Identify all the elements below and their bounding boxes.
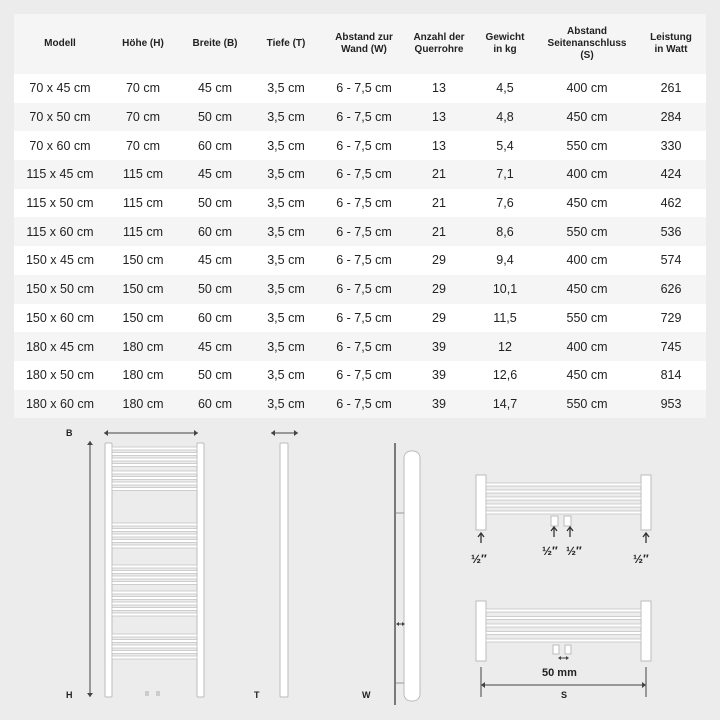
crossbar: [486, 632, 641, 635]
table-cell: 814: [636, 361, 706, 390]
table-cell: 6 - 7,5 cm: [322, 332, 406, 361]
table-cell: 3,5 cm: [250, 390, 322, 419]
table-cell: 180 x 60 cm: [14, 390, 106, 419]
table-cell: 6 - 7,5 cm: [322, 275, 406, 304]
table-cell: 180 x 45 cm: [14, 332, 106, 361]
table-cell: 150 x 50 cm: [14, 275, 106, 304]
table-cell: 284: [636, 103, 706, 132]
table-cell: 150 cm: [106, 246, 180, 275]
table-cell: 115 x 50 cm: [14, 189, 106, 218]
right-rail: [197, 443, 204, 697]
table-cell: 21: [406, 189, 472, 218]
crossbar: [112, 602, 197, 605]
crossbar: [486, 490, 641, 493]
table-row: [14, 189, 706, 218]
crossbar: [486, 639, 641, 642]
table-cell: 180 cm: [106, 361, 180, 390]
table-cell: 462: [636, 189, 706, 218]
table-row: [14, 217, 706, 246]
crossbar: [112, 529, 197, 532]
table-row: [14, 131, 706, 160]
table-cell: 3,5 cm: [250, 332, 322, 361]
connection-view-bottom: [471, 475, 651, 566]
table-cell: 115 cm: [106, 160, 180, 189]
table-row: [14, 390, 706, 419]
crossbar: [486, 504, 641, 507]
valve-right: [156, 691, 160, 696]
table-cell: 29: [406, 246, 472, 275]
crossbar: [112, 477, 197, 480]
column-header-text: in kg: [493, 44, 517, 55]
table-cell: 7,6: [472, 189, 538, 218]
crossbar: [112, 634, 197, 637]
depth-profile: [280, 443, 288, 697]
column-header: [14, 14, 106, 74]
crossbar: [112, 651, 197, 654]
table-cell: 6 - 7,5 cm: [322, 361, 406, 390]
table-body: [14, 74, 706, 418]
table-cell: 29: [406, 304, 472, 333]
table-row: [14, 304, 706, 333]
table-cell: 70 x 45 cm: [14, 74, 106, 103]
column-header-text: Abstand zur: [335, 32, 393, 43]
crossbar: [486, 609, 641, 612]
table-cell: 626: [636, 275, 706, 304]
column-header: [636, 14, 706, 74]
table-cell: 953: [636, 390, 706, 419]
column-header: [538, 14, 636, 74]
spec-table: [14, 14, 706, 418]
side-profile: [404, 451, 420, 701]
depth-view: [254, 430, 298, 700]
table-cell: 729: [636, 304, 706, 333]
table-cell: 60 cm: [180, 390, 250, 419]
table-cell: 6 - 7,5 cm: [322, 217, 406, 246]
front-view: [66, 428, 204, 700]
connection-distance-label: S: [561, 690, 568, 700]
table-row: [14, 160, 706, 189]
table-cell: 150 x 60 cm: [14, 304, 106, 333]
table-cell: 3,5 cm: [250, 160, 322, 189]
pipe-size-label: ½″: [542, 544, 558, 558]
table-cell: 5,4: [472, 131, 538, 160]
crossbar: [486, 483, 641, 486]
crossbar: [112, 576, 197, 579]
pipe-size-label: ½″: [471, 552, 487, 566]
crossbar: [486, 624, 641, 627]
table-cell: 745: [636, 332, 706, 361]
table-cell: 115 cm: [106, 189, 180, 218]
center-distance-label: 50 mm: [542, 667, 577, 679]
table-cell: 330: [636, 131, 706, 160]
table-cell: 70 cm: [106, 74, 180, 103]
table-cell: 45 cm: [180, 332, 250, 361]
table-cell: 261: [636, 74, 706, 103]
table-cell: 70 cm: [106, 131, 180, 160]
crossbar: [112, 571, 197, 574]
crossbar: [112, 471, 197, 474]
table-cell: 6 - 7,5 cm: [322, 103, 406, 132]
table-cell: 6 - 7,5 cm: [322, 246, 406, 275]
crossbar: [112, 482, 197, 485]
column-header-text: Leistung: [650, 32, 692, 43]
table-cell: 70 x 50 cm: [14, 103, 106, 132]
connection-view-side: [476, 601, 651, 700]
table-cell: 3,5 cm: [250, 189, 322, 218]
table-cell: 550 cm: [538, 217, 636, 246]
pipe-size-label: ½″: [566, 544, 582, 558]
crossbar: [112, 640, 197, 643]
table-cell: 4,8: [472, 103, 538, 132]
table-cell: 180 cm: [106, 332, 180, 361]
column-header-text: Querrohre: [414, 44, 464, 55]
column-header-text: Anzahl der: [413, 32, 465, 43]
conn-left-rail: [476, 475, 486, 530]
table-cell: 39: [406, 332, 472, 361]
table-cell: 11,5: [472, 304, 538, 333]
table-cell: 6 - 7,5 cm: [322, 390, 406, 419]
column-header: [250, 14, 322, 74]
crossbar: [112, 534, 197, 537]
table-cell: 6 - 7,5 cm: [322, 131, 406, 160]
table-cell: 115 cm: [106, 217, 180, 246]
table-cell: 6 - 7,5 cm: [322, 189, 406, 218]
column-header-text: Wand (W): [341, 44, 387, 55]
table-cell: 70 x 60 cm: [14, 131, 106, 160]
table-cell: 450 cm: [538, 103, 636, 132]
crossbar: [112, 540, 197, 543]
column-header-text: Modell: [44, 38, 76, 49]
column-header-text: Breite (B): [192, 38, 238, 49]
table-cell: 45 cm: [180, 74, 250, 103]
table-cell: 39: [406, 361, 472, 390]
table-cell: 45 cm: [180, 246, 250, 275]
left-rail: [105, 443, 112, 697]
table-cell: 180 x 50 cm: [14, 361, 106, 390]
table-cell: 3,5 cm: [250, 304, 322, 333]
crossbar: [112, 523, 197, 526]
crossbar: [112, 591, 197, 594]
table-cell: 400 cm: [538, 74, 636, 103]
table-cell: 10,1: [472, 275, 538, 304]
crossbar: [112, 582, 197, 585]
crossbars: [112, 447, 197, 659]
column-header-text: Tiefe (T): [266, 38, 306, 49]
table-cell: 3,5 cm: [250, 361, 322, 390]
table-row: [14, 332, 706, 361]
table-cell: 3,5 cm: [250, 131, 322, 160]
crossbar: [486, 511, 641, 514]
table-cell: 9,4: [472, 246, 538, 275]
crossbar: [112, 458, 197, 461]
crossbar: [112, 464, 197, 467]
conn2-left-rail: [476, 601, 486, 661]
table-cell: 180 cm: [106, 390, 180, 419]
table-cell: 50 cm: [180, 361, 250, 390]
table-cell: 450 cm: [538, 189, 636, 218]
column-header: [406, 14, 472, 74]
table-cell: 424: [636, 160, 706, 189]
table-cell: 115 x 45 cm: [14, 160, 106, 189]
dimension-diagram: [0, 415, 720, 720]
table-row: [14, 275, 706, 304]
table-cell: 3,5 cm: [250, 217, 322, 246]
table-cell: 50 cm: [180, 275, 250, 304]
table-row: [14, 361, 706, 390]
valve-left: [145, 691, 149, 696]
crossbar: [112, 545, 197, 548]
table-cell: 450 cm: [538, 275, 636, 304]
crossbar: [486, 497, 641, 500]
crossbar: [112, 453, 197, 456]
table-cell: 3,5 cm: [250, 246, 322, 275]
table-cell: 29: [406, 275, 472, 304]
table-cell: 60 cm: [180, 217, 250, 246]
table-cell: 70 cm: [106, 103, 180, 132]
table-cell: 150 x 45 cm: [14, 246, 106, 275]
crossbar: [112, 613, 197, 616]
column-header-text: Abstand: [567, 26, 607, 37]
table-header-row: [14, 14, 706, 74]
table-cell: 45 cm: [180, 160, 250, 189]
table-cell: 50 cm: [180, 103, 250, 132]
column-header-text: Seitenanschluss (S): [547, 38, 627, 61]
table-cell: 39: [406, 390, 472, 419]
conn2-right-rail: [641, 601, 651, 661]
column-header-text: Gewicht: [485, 32, 525, 43]
table-cell: 60 cm: [180, 131, 250, 160]
table-cell: 13: [406, 74, 472, 103]
table-cell: 4,5: [472, 74, 538, 103]
table-cell: 550 cm: [538, 304, 636, 333]
column-header-text: Höhe (H): [122, 38, 164, 49]
table-cell: 574: [636, 246, 706, 275]
column-header-text: in Watt: [654, 44, 688, 55]
column-header: [106, 14, 180, 74]
table-cell: 3,5 cm: [250, 103, 322, 132]
table-cell: 6 - 7,5 cm: [322, 160, 406, 189]
crossbar: [112, 608, 197, 611]
crossbar: [112, 488, 197, 491]
crossbar: [112, 645, 197, 648]
column-header: [322, 14, 406, 74]
table-row: [14, 246, 706, 275]
table-cell: 6 - 7,5 cm: [322, 304, 406, 333]
width-label: B: [66, 428, 73, 438]
crossbar: [112, 447, 197, 450]
height-label: H: [66, 690, 73, 700]
table-row: [14, 103, 706, 132]
table-cell: 3,5 cm: [250, 275, 322, 304]
table-cell: 400 cm: [538, 160, 636, 189]
table-row: [14, 74, 706, 103]
wall-label: W: [362, 690, 371, 700]
table-cell: 115 x 60 cm: [14, 217, 106, 246]
conn-right-rail: [641, 475, 651, 530]
table-cell: 536: [636, 217, 706, 246]
depth-label: T: [254, 690, 260, 700]
table-cell: 50 cm: [180, 189, 250, 218]
table-cell: 550 cm: [538, 131, 636, 160]
table-cell: 6 - 7,5 cm: [322, 74, 406, 103]
table-cell: 21: [406, 217, 472, 246]
column-header: [472, 14, 538, 74]
crossbar: [486, 617, 641, 620]
table-cell: 400 cm: [538, 246, 636, 275]
crossbar: [112, 656, 197, 659]
table-cell: 14,7: [472, 390, 538, 419]
table-cell: 150 cm: [106, 304, 180, 333]
table-cell: 7,1: [472, 160, 538, 189]
table-cell: 8,6: [472, 217, 538, 246]
crossbar: [112, 597, 197, 600]
table-cell: 13: [406, 103, 472, 132]
table-cell: 60 cm: [180, 304, 250, 333]
pipe-size-label: ½″: [633, 552, 649, 566]
table-cell: 3,5 cm: [250, 74, 322, 103]
table-cell: 400 cm: [538, 332, 636, 361]
side-view: [362, 443, 420, 705]
table-cell: 21: [406, 160, 472, 189]
table-cell: 450 cm: [538, 361, 636, 390]
table-cell: 13: [406, 131, 472, 160]
table-cell: 550 cm: [538, 390, 636, 419]
table-cell: 150 cm: [106, 275, 180, 304]
table-cell: 12,6: [472, 361, 538, 390]
table-cell: 12: [472, 332, 538, 361]
crossbar: [112, 565, 197, 568]
column-header: [180, 14, 250, 74]
